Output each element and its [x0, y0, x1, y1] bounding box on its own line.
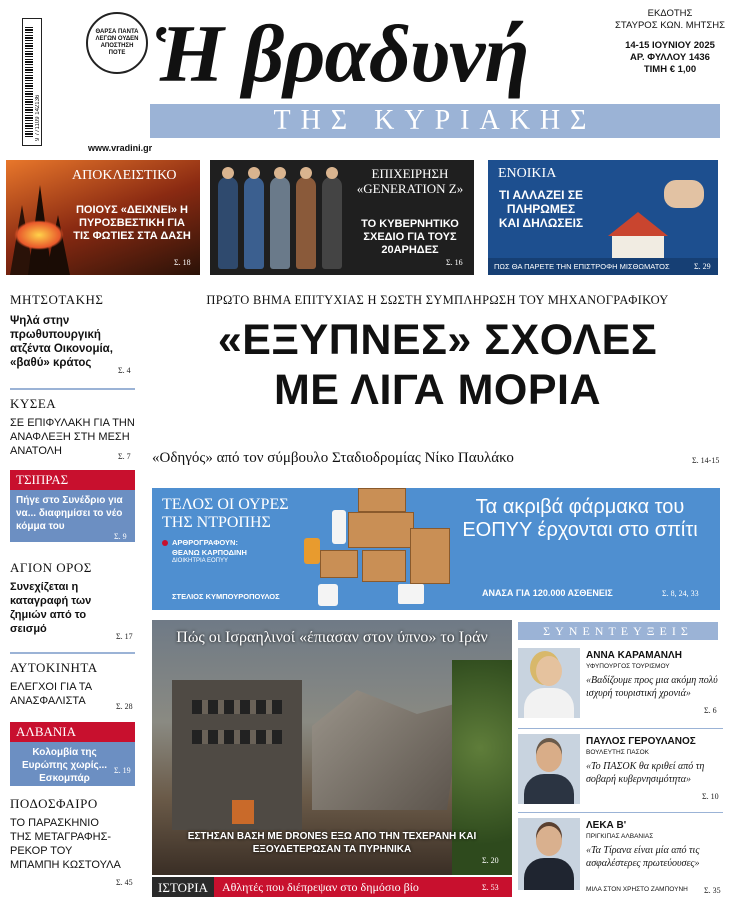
house-icon: [608, 212, 668, 236]
story-section: ΑΛΒΑΝΙΑ: [10, 722, 135, 742]
left-story-tsipras[interactable]: [10, 470, 135, 542]
box-icon: [410, 528, 450, 584]
promo-kicker: ΕΠΙΧΕΙΡΗΣΗ «GENERATION Z»: [356, 166, 464, 196]
publisher-name: ΣΤΑΥΡΟΣ ΚΩΝ. ΜΗΤΣΗΣ: [615, 20, 725, 31]
issue-number: ΑΡ. ΦΥΛΛΟΥ 1436: [630, 52, 710, 63]
page-ref: Σ. 18: [174, 258, 191, 267]
interviewee-role: ΠΡΙΓΚΙΠΑΣ ΑΛΒΑΝΙΑΣ: [586, 833, 654, 840]
publication-info: [600, 8, 740, 76]
story-section: ΤΣΙΠΡΑΣ: [10, 470, 135, 490]
page-ref: Σ. 53: [482, 883, 499, 892]
iran-story[interactable]: [152, 620, 512, 875]
story-text: ΣΕ ΕΠΙΦΥΛΑΚΗ ΓΙΑ ΤΗΝ ΑΝΑΦΛΕΞΗ ΣΤΗ ΜΕΣΗ ΑΝΑΤΟΛΗ: [10, 417, 135, 457]
barcode-digits: 9 771109 142136: [35, 94, 41, 141]
page-ref: Σ. 4: [118, 366, 131, 375]
story-text: Κολομβία της Ευρώπης χωρίς... Εσκομπάρ: [10, 742, 135, 786]
divider: [10, 388, 135, 390]
page-ref: Σ. 19: [114, 766, 131, 775]
box-icon: [348, 512, 414, 548]
page-ref: Σ. 45: [116, 878, 133, 887]
interview-karamanli[interactable]: [518, 648, 723, 728]
promo-kicker: ΕΝΟΙΚΙΑ: [498, 166, 557, 181]
avatar: [518, 734, 580, 804]
page-ref: Σ. 28: [116, 702, 133, 711]
box-icon: [320, 550, 358, 578]
pill-bottle-icon: [318, 584, 338, 606]
story-section: ΜΗΤΣΟΤΑΚΗΣ: [10, 292, 104, 307]
promo-generation-z[interactable]: [210, 160, 474, 275]
interviewee-name: ΠΑΥΛΟΣ ΓΕΡΟΥΛΑΝΟΣ: [586, 736, 696, 747]
divider: [518, 812, 723, 813]
interviewee-role: ΥΦΥΠΟΥΡΓΟΣ ΤΟΥΡΙΣΜΟΥ: [586, 663, 670, 670]
website-link[interactable]: www.vradini.gr: [88, 143, 153, 153]
divider: [10, 652, 135, 654]
left-story-agion-oros[interactable]: [10, 560, 135, 641]
seal-logo: ΘΑΡΣΑ ΠΑΝΤΑ ΛΕΓΩΝ ΟΥΔΕΝ ΑΠΟΣΤΗΣΗ ΠΟΤΕ: [86, 12, 148, 74]
interview-leka[interactable]: [518, 818, 723, 896]
headline-line-1: «ΕΞΥΠΝΕΣ» ΣΧΟΛΕΣ: [217, 316, 658, 364]
price: ΤΙΜΗ € 1,00: [643, 64, 697, 75]
writers-label: ΑΡΘΡΟΓΡΑΦΟΥΝ:: [172, 538, 238, 547]
writer-1: ΘΕΑΝΩ ΚΑΡΠΟΔΙΝΗ: [172, 548, 247, 557]
lead-headline[interactable]: [150, 315, 725, 415]
promo-footer: ΠΩΣ ΘΑ ΠΑΡΕΤΕ ΤΗΝ ΕΠΙΣΤΡΟΦΗ ΜΙΣΘΩΜΑΤΟΣ: [494, 262, 670, 271]
page-ref: Σ. 8, 24, 33: [662, 589, 699, 598]
writer-1-role: ΔΙΟΙΚΗΤΡΙΑ ΕΟΠΥΥ: [172, 558, 229, 564]
page-ref: Σ. 20: [482, 856, 499, 865]
barcode: [22, 18, 42, 146]
story-text: Πήγε στο Συνέδριο για να... διαφημίσει το νέο κόμμα του: [10, 490, 135, 542]
left-story-football[interactable]: [10, 796, 135, 887]
left-story-kysea[interactable]: [10, 396, 135, 461]
hand-key-icon: [664, 180, 704, 208]
pill-bottle-icon: [398, 584, 424, 604]
pharma-headline: Τα ακριβά φάρμακα του ΕΟΠΥΥ έρχονται στο σπίτι: [462, 496, 698, 541]
left-story-albania[interactable]: [10, 722, 135, 786]
story-section: ΑΓΙΟΝ ΟΡΟΣ: [10, 560, 92, 575]
headline-line-2: ΜΕ ΛΙΓΑ ΜΟΡΙΑ: [273, 366, 602, 414]
page-ref: Σ. 29: [694, 262, 711, 271]
pharma-left-title: ΤΕΛΟΣ ΟΙ ΟΥΡΕΣ ΤΗΣ ΝΤΡΟΠΗΣ: [162, 496, 289, 531]
promo-kicker: ΑΠΟΚΛΕΙΣΤΙΚΟ: [72, 168, 177, 183]
left-story-cars[interactable]: [10, 660, 135, 711]
interview-quote: «Βαδίζουμε προς μια ακόμη πολύ ισχυρή τουριστική χρονιά»: [586, 675, 718, 699]
publisher-label: ΕΚΔΟΤΗΣ: [647, 8, 693, 19]
page-ref: Σ. 7: [118, 452, 131, 461]
page-ref: Σ. 16: [446, 258, 463, 267]
lead-kicker: ΠΡΩΤΟ ΒΗΜΑ ΕΠΙΤΥΧΙΑΣ Η ΣΩΣΤΗ ΣΥΜΠΛΗΡΩΣΗ ΤΟΥ ΜΗΧΑΝΟΓΡΑΦΙΚΟΥ: [206, 293, 669, 307]
pill-bottle-icon: [332, 510, 346, 544]
promo-text: ΤΙ ΑΛΛΑΖΕΙ ΣΕ ΠΛΗΡΩΜΕΣ ΚΑΙ ΔΗΛΩΣΕΙΣ: [498, 188, 584, 230]
iran-caption: ΕΣΤΗΣΑΝ ΒΑΣΗ ΜΕ DRONES ΕΞΩ ΑΠΟ ΤΗΝ ΤΕΧΕΡΑΝΗ ΚΑΙ ΕΞΟΥΔΕΤΕΡΩΣΑΝ ΤΑ ΠΥΡΗΝΙΚΑ: [187, 831, 477, 855]
story-text: Ψηλά στην πρωθυπουργική ατζέντα Οικονομία, «βαθύ» κράτος: [10, 315, 113, 369]
interview-quote: «Το ΠΑΣΟΚ θα κριθεί από τη σοβαρή κυβερνησιμότητα»: [586, 761, 705, 785]
interviewee-name: ΛΕΚΑ Β': [586, 820, 627, 831]
collapsed-building: [312, 690, 462, 810]
iran-headline: Πώς οι Ισραηλινοί «έπιασαν στον ύπνο» το Ιράν: [176, 629, 488, 646]
page-ref: Σ. 6: [704, 706, 717, 715]
pill-bottle-icon: [304, 538, 320, 564]
istoria-text: Αθλητές που διέπρεψαν στο δημόσιο βίο: [222, 880, 419, 894]
promo-text: ΠΟΙΟΥΣ «ΔΕΙΧΝΕΙ» Η ΠΥΡΟΣΒΕΣΤΙΚΗ ΓΙΑ ΤΙΣ ΦΩΤΙΕΣ ΣΤΑ ΔΑΣΗ: [73, 204, 191, 242]
page-ref: Σ. 9: [114, 532, 127, 541]
masthead-subtitle: ΤΗΣ ΚΥΡΙΑΚΗΣ: [150, 104, 720, 138]
newspaper-logo[interactable]: Ἡ βραδυνή: [152, 8, 529, 99]
avatar: [518, 648, 580, 718]
interview-quote: «Τα Τίρανα είναι μία από τις ασφαλέστερες πρωτεύουσες»: [586, 845, 700, 869]
box-icon: [358, 488, 406, 512]
istoria-label: ΙΣΤΟΡΙΑ: [158, 880, 208, 895]
interview-footer: ΜΙΛΑ ΣΤΟΝ ΧΡΗΣΤΟ ΖΑΜΠΟΥΝΗ: [586, 886, 688, 893]
writer-2: ΣΤΕΛΙΟΣ ΚΥΜΠΟΥΡΟΠΟΥΛΟΣ: [172, 592, 280, 601]
box-icon: [362, 550, 406, 582]
promo-text: ΤΟ ΚΥΒΕΡΝΗΤΙΚΟ ΣΧΕΔΙΟ ΓΙΑ ΤΟΥΣ 20ΑΡΗΔΕΣ: [361, 218, 459, 256]
story-text: Συνεχίζεται η καταγραφή των ζημιών από το σεισμό: [10, 581, 92, 635]
pharma-sub: ΑΝΑΣΑ ΓΙΑ 120.000 ΑΣΘΕΝΕΙΣ: [482, 588, 613, 598]
story-section: ΠΟΔΟΣΦΑΙΡΟ: [10, 796, 98, 811]
page-ref: Σ. 35: [704, 886, 721, 895]
issue-date: 14-15 ΙΟΥΝΙΟΥ 2025: [625, 40, 715, 51]
page-ref: Σ. 17: [116, 632, 133, 641]
story-section: ΑΥΤΟΚΙΝΗΤΑ: [10, 660, 98, 675]
interview-geroulanos[interactable]: [518, 734, 723, 814]
story-section: ΚΥΣΕΑ: [10, 396, 57, 411]
pharma-story[interactable]: [152, 488, 720, 610]
avatar: [518, 818, 580, 890]
page-ref: Σ. 14-15: [692, 456, 720, 465]
promo-rent[interactable]: [488, 160, 718, 275]
left-story-mitsotakis[interactable]: [10, 292, 135, 375]
lead-deck: «Οδηγός» από τον σύμβουλο Σταδιοδρομίας Νίκο Παυλάκο: [152, 450, 514, 466]
story-text: ΕΛΕΓΧΟΙ ΓΙΑ ΤΑ ΑΝΑΣΦΑΛΙΣΤΑ: [10, 681, 92, 707]
promo-fires[interactable]: [6, 160, 200, 275]
interviewee-name: ΑΝΝΑ ΚΑΡΑΜΑΝΛΗ: [586, 650, 682, 661]
interviewee-role: ΒΟΥΛΕΥΤΗΣ ΠΑΣΟΚ: [586, 749, 649, 756]
divider: [518, 728, 723, 729]
story-text: ΤΟ ΠΑΡΑΣΚΗΝΙΟ ΤΗΣ ΜΕΤΑΓΡΑΦΗΣ-ΡΕΚΟΡ ΤΟΥ ΜΠΑΜΠΗ ΚΩΣΤΟΥΛΑ: [10, 817, 121, 871]
rescue-worker: [232, 800, 254, 824]
interviews-header: ΣΥΝΕΝΤΕΥΞΕΙΣ: [518, 622, 718, 640]
istoria-strip[interactable]: [152, 877, 512, 897]
page-ref: Σ. 10: [702, 792, 719, 801]
